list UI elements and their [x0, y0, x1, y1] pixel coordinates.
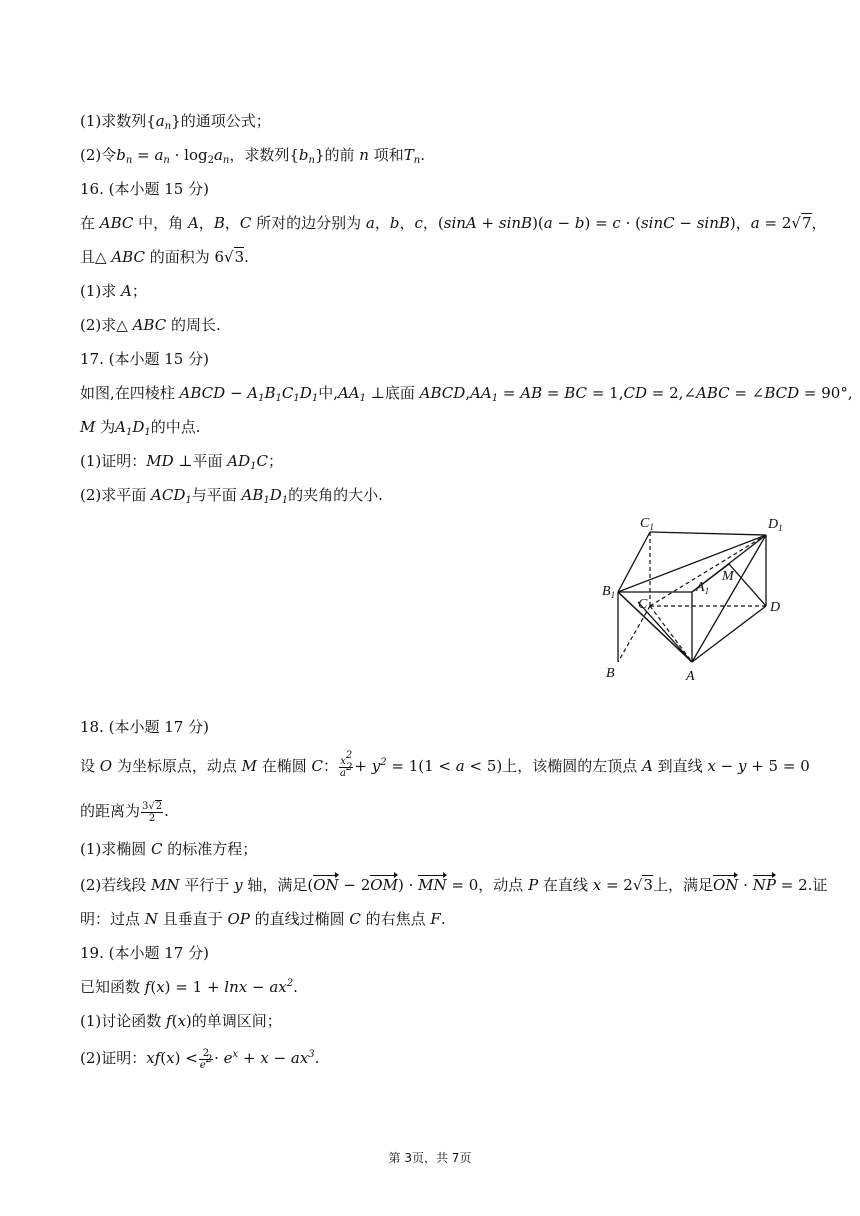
label-D: D — [770, 600, 781, 615]
q18-part2-line2: 明：过点 N 且垂直于 OP 的直线过椭圆 C 的右焦点 F. — [80, 910, 446, 928]
q19-part2: (2)证明：xf(x) < $\frac{2}{e^2}$ · $e^x + x - ax^3$. — [80, 1047, 320, 1071]
q19-title: 19. (本小题 17 分) — [80, 944, 209, 962]
q17-statement-2: M 为$A_1D_1$的中点. — [80, 418, 201, 438]
label-M: M — [722, 569, 734, 584]
q16-statement-2: 且△ ABC 的面积为 6√3. — [80, 248, 249, 266]
q19-statement: 已知函数 $f(x) = 1 + \ln x - ax^2$. — [80, 978, 298, 996]
q17-part1: (1)证明：MD ⊥平面 $AD_1C$； — [80, 452, 284, 472]
label-C: C — [638, 597, 648, 612]
label-A: A — [686, 669, 695, 684]
q16-title: 16. (本小题 15 分) — [80, 180, 209, 198]
page-footer: 第 3页，共 7页 — [388, 1151, 472, 1165]
q18-statement-2: 的距离为 $\frac{3√2}{2}$ . — [80, 800, 169, 824]
q17-statement-1: 如图,在四棱柱 ABCD − $A_1B_1C_1D_1$中$,AA_1$ ⊥底面 $ABCD,AA_1$ = AB = BC = 1,CD = 2,∠ABC = ∠BCD = 90°, — [80, 384, 853, 404]
q18-title: 18. (本小题 17 分) — [80, 718, 209, 736]
q17-part2: (2)求平面 $ACD_1$与平面 $AB_1D_1$的夹角的大小. — [80, 486, 383, 506]
q18-part1: (1)求椭圆 C 的标准方程； — [80, 840, 258, 858]
q18-part2-line1: (2)若线段 MN 平行于 y 轴，满足(ON − 2OM) · MN = 0，动点 P 在直线 x = 2√3上，满足ON · NP = 2.证 — [80, 876, 828, 894]
q16-part1: (1)求 A； — [80, 282, 147, 300]
q16-part2: (2)求△ ABC 的周长. — [80, 316, 221, 334]
label-A1: $A_1$ — [696, 580, 710, 596]
label-C1: $C_1$ — [640, 516, 654, 532]
label-B: B — [606, 666, 615, 681]
q19-part1: (1)讨论函数 f(x)的单调区间； — [80, 1012, 282, 1030]
prism-figure — [598, 510, 798, 688]
label-D1: $D_1$ — [768, 517, 783, 533]
q15-part1: (1)求数列$\{a_n\}$的通项公式； — [80, 112, 271, 132]
q16-statement-1: 在 ABC 中，角 A，B，C 所对的边分别为 a，b，c，(sinA + sinB)(a − b) = c · (sinC − sinB)，a = 2√7， — [80, 214, 827, 232]
q17-title: 17. (本小题 15 分) — [80, 350, 209, 368]
q18-statement-1: 设 O 为坐标原点，动点 M 在椭圆 C： $\frac{x^2}{a^2}$ + $y^2 = 1(1 < a < 5)$上，该椭圆的左顶点 A 到直线 x − y + 5 = 0 — [80, 749, 810, 779]
q15-part2: (2)令$b_n = a_n \cdot \log_2a_n$，求数列$\{b_n\}$的前 n 项和$T_n$. — [80, 146, 425, 166]
label-B1: $B_1$ — [602, 584, 616, 600]
